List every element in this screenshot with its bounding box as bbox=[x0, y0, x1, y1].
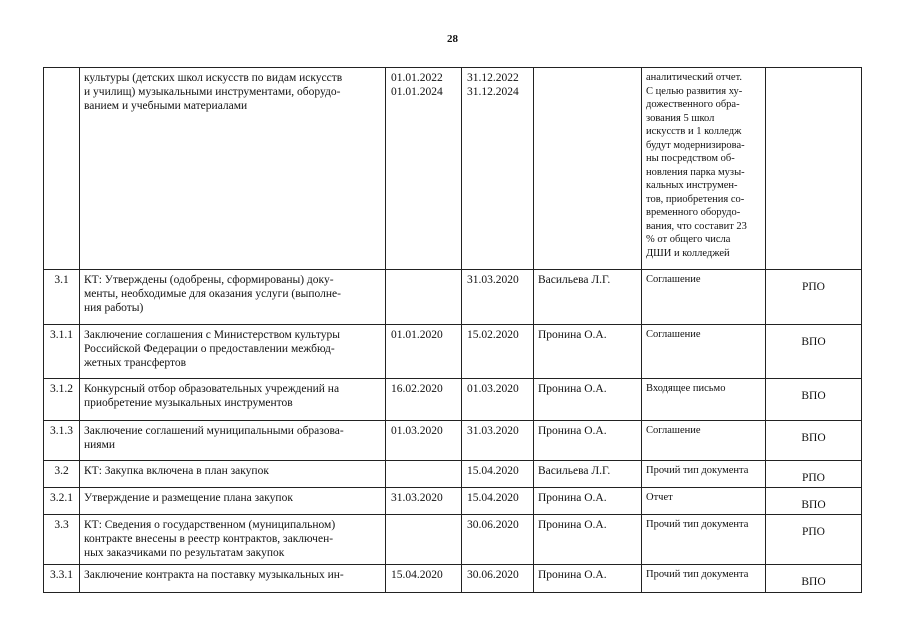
row-end-cell: 31.03.2020 bbox=[462, 421, 534, 461]
row-doc-cell: Прочий тип документа bbox=[642, 515, 766, 565]
row-end-cell: 15.04.2020 bbox=[462, 461, 534, 488]
row-end-cell: 31.03.2020 bbox=[462, 270, 534, 325]
name-line: Конкурсный отбор образовательных учреждений на bbox=[84, 383, 340, 395]
result-line: дожественного обра- bbox=[646, 99, 740, 110]
name-line: Заключение соглашения с Министерством культуры bbox=[84, 329, 340, 341]
row-level-cell: ВПО bbox=[766, 379, 862, 421]
row-person-cell: Васильева Л.Г. bbox=[534, 270, 642, 325]
row-result-cell bbox=[642, 68, 766, 270]
name-line: и училищ) музыкальными инструментами, оборудо- bbox=[84, 86, 341, 98]
result-line: зования 5 школ bbox=[646, 112, 715, 124]
row-num-cell: 3.1 bbox=[44, 270, 80, 325]
row-level-cell: ВПО bbox=[766, 421, 862, 461]
row-level-cell: РПО bbox=[766, 515, 862, 565]
table-row bbox=[44, 565, 862, 593]
row-name-cell bbox=[80, 325, 386, 379]
row-num-cell: 3.3.1 bbox=[44, 565, 80, 593]
result-line: будут модернизирова- bbox=[646, 139, 745, 151]
result-line: тов, приобретения со- bbox=[646, 193, 745, 205]
result-line: % от общего числа bbox=[646, 234, 731, 245]
row-start-cell: 01.01.2020 bbox=[386, 325, 462, 379]
row-num-cell: 3.1.2 bbox=[44, 379, 80, 421]
row-start-cell bbox=[386, 515, 462, 565]
row-level-cell: РПО bbox=[766, 270, 862, 325]
row-doc-cell: Отчет bbox=[642, 488, 766, 515]
row-doc-cell: Соглашение bbox=[642, 421, 766, 461]
name-line: Заключение соглашений муниципальными образова- bbox=[84, 425, 344, 437]
table-row bbox=[44, 421, 862, 461]
row-name-cell bbox=[80, 488, 386, 515]
row-doc-cell: Соглашение bbox=[642, 325, 766, 379]
row-doc-cell: Входящее письмо bbox=[642, 379, 766, 421]
row-start-cell bbox=[386, 461, 462, 488]
row-level-cell: ВПО bbox=[766, 488, 862, 515]
row-level-cell: ВПО bbox=[766, 565, 862, 593]
row-start-cell bbox=[386, 68, 462, 270]
name-line: КТ: Сведения о государственном (муниципальном) bbox=[84, 519, 336, 531]
name-line: ниями bbox=[84, 439, 116, 451]
row-end-cell: 30.06.2020 bbox=[462, 515, 534, 565]
page-number: 28 bbox=[447, 33, 458, 45]
result-line: аналитический отчет. bbox=[646, 72, 742, 83]
name-line: культуры (детских школ искусств по видам искусств bbox=[84, 72, 343, 84]
name-line: приобретение музыкальных инструментов bbox=[84, 397, 293, 409]
row-end-cell: 15.02.2020 bbox=[462, 325, 534, 379]
name-line: КТ: Закупка включена в план закупок bbox=[84, 465, 269, 477]
row-name-cell bbox=[80, 379, 386, 421]
name-line: контракте внесены в реестр контрактов, заключен- bbox=[84, 533, 334, 545]
row-doc-cell: Прочий тип документа bbox=[642, 461, 766, 488]
table-row bbox=[44, 488, 862, 515]
result-line: временного оборудо- bbox=[646, 207, 741, 218]
name-line: жетных трансфертов bbox=[84, 357, 187, 369]
row-name-cell bbox=[80, 270, 386, 325]
row-person-cell bbox=[534, 68, 642, 270]
name-line: ных заказчиками по результатам закупок bbox=[84, 547, 285, 559]
result-line: кальных инструмен- bbox=[646, 180, 738, 191]
row-num-cell bbox=[44, 68, 80, 270]
result-line: новления парка музы- bbox=[646, 166, 745, 178]
row-level-cell: РПО bbox=[766, 461, 862, 488]
row-person-cell: Пронина О.А. bbox=[534, 515, 642, 565]
row-start-cell: 01.03.2020 bbox=[386, 421, 462, 461]
table-row bbox=[44, 270, 862, 325]
row-name-cell bbox=[80, 565, 386, 593]
result-line: вания, что составит 23 bbox=[646, 220, 747, 232]
table-row bbox=[44, 515, 862, 565]
name-line: Утверждение и размещение плана закупок bbox=[84, 492, 293, 504]
plan-table bbox=[43, 67, 862, 593]
result-line: С целью развития ху- bbox=[646, 85, 743, 97]
name-line: ванием и учебными материалами bbox=[84, 100, 248, 112]
row-start-cell bbox=[386, 270, 462, 325]
result-line: ны посредством об- bbox=[646, 153, 735, 164]
row-name-cell bbox=[80, 515, 386, 565]
row-doc-cell: Соглашение bbox=[642, 270, 766, 325]
row-level-cell bbox=[766, 68, 862, 270]
row-num-cell: 3.1.3 bbox=[44, 421, 80, 461]
name-line: Российской Федерации о предоставлении межбюд- bbox=[84, 343, 335, 355]
row-person-cell: Пронина О.А. bbox=[534, 421, 642, 461]
row-num-cell: 3.2 bbox=[44, 461, 80, 488]
end-date: 31.12.2022 bbox=[467, 72, 519, 84]
row-start-cell: 16.02.2020 bbox=[386, 379, 462, 421]
start-date: 01.01.2024 bbox=[391, 86, 443, 98]
row-start-cell: 15.04.2020 bbox=[386, 565, 462, 593]
row-end-cell: 15.04.2020 bbox=[462, 488, 534, 515]
table-row bbox=[44, 325, 862, 379]
row-doc-cell: Прочий тип документа bbox=[642, 565, 766, 593]
result-line: ДШИ и колледжей bbox=[646, 247, 730, 259]
row-person-cell: Пронина О.А. bbox=[534, 379, 642, 421]
table-row-continuation bbox=[44, 68, 862, 270]
row-num-cell: 3.2.1 bbox=[44, 488, 80, 515]
row-person-cell: Васильева Л.Г. bbox=[534, 461, 642, 488]
end-date: 31.12.2024 bbox=[467, 86, 519, 98]
name-line: КТ: Утверждены (одобрены, сформированы) доку- bbox=[84, 274, 334, 286]
row-name-cell bbox=[80, 421, 386, 461]
result-line: искусств и 1 колледж bbox=[646, 126, 742, 137]
name-line: Заключение контракта на поставку музыкальных ин- bbox=[84, 569, 344, 581]
row-end-cell: 30.06.2020 bbox=[462, 565, 534, 593]
name-line: ния работы) bbox=[84, 302, 144, 314]
start-date: 01.01.2022 bbox=[391, 72, 443, 84]
row-num-cell: 3.3 bbox=[44, 515, 80, 565]
row-person-cell: Пронина О.А. bbox=[534, 565, 642, 593]
row-person-cell: Пронина О.А. bbox=[534, 488, 642, 515]
row-num-cell: 3.1.1 bbox=[44, 325, 80, 379]
row-start-cell: 31.03.2020 bbox=[386, 488, 462, 515]
row-end-cell: 01.03.2020 bbox=[462, 379, 534, 421]
table-row bbox=[44, 461, 862, 488]
table-row bbox=[44, 379, 862, 421]
row-end-cell bbox=[462, 68, 534, 270]
row-person-cell: Пронина О.А. bbox=[534, 325, 642, 379]
row-level-cell: ВПО bbox=[766, 325, 862, 379]
name-line: менты, необходимые для оказания услуги (выполне- bbox=[84, 288, 341, 300]
row-name-cell bbox=[80, 68, 386, 270]
row-name-cell bbox=[80, 461, 386, 488]
